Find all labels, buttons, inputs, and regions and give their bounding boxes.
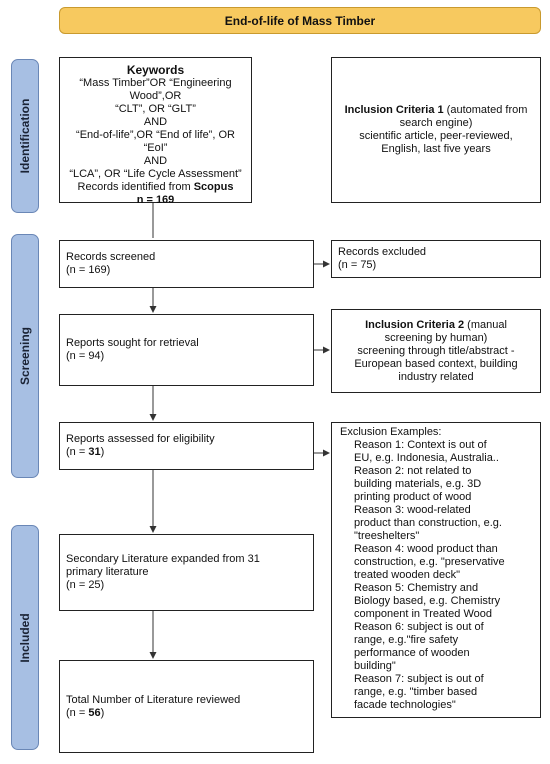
exclusion-line: component in Treated Wood [354, 608, 492, 620]
reports-retrieval-box: Reports sought for retrieval (n = 94) [59, 314, 314, 386]
keywords-box: Keywords “Mass Timber”OR “Engineering Wood”,OR “CLT”, OR “GLT” AND “End-of-life”,OR “End of life”, OR “EoI” AND “LCA”, OR “Life Cycle Assessment” Records identified from Scopus n = 169 [59, 57, 252, 203]
exclusion-line: construction, e.g. "preservative [354, 556, 505, 568]
phase-screening: Screening [11, 234, 39, 478]
exclusion-line: performance of wooden [354, 647, 470, 659]
exclusion-line: treated wooden deck" [354, 569, 461, 581]
exclusion-line: building" [354, 660, 396, 672]
total-literature-box: Total Number of Literature reviewed (n = 56) [59, 660, 314, 753]
records-screened-box: Records screened (n = 169) [59, 240, 314, 288]
exclusion-line: Reason 3: wood-related [354, 504, 471, 516]
inclusion-criteria-2-box: Inclusion Criteria 2 (manual screening by human) screening through title/abstract - European based context, building industry related [331, 309, 541, 393]
exclusion-line: "treeshelters" [354, 530, 420, 542]
exclusion-line: printing product of wood [354, 491, 472, 503]
inclusion-criteria-1-box: Inclusion Criteria 1 (automated from search engine) scientific article, peer-reviewed, English, last five years [331, 57, 541, 203]
exclusion-line: Reason 1: Context is out of [354, 439, 487, 451]
phase-included: Included [11, 525, 39, 750]
exclusion-line: EU, e.g. Indonesia, Australia.. [354, 452, 499, 464]
secondary-literature-box: Secondary Literature expanded from 31 primary literature (n = 25) [59, 534, 314, 611]
exclusion-examples-box: Exclusion Examples: Reason 1: Context is out of EU, e.g. Indonesia, Australia.. Reason 2: not related to building materials, e.g. 3D printing product of wood Reason 3: wood-related product than construction, e.g. "treeshelters" Reason 4: wood product than construction, e.g. "preservative treated wooden deck" Reason 5: Chemistry and Biology based, e.g. Chemistry component in Treated Wood Reason 6: subject is out of range, e.g."fire safety performance of wooden building" Reason 7: subject is out of range, e.g. "timber based facade technologies" [331, 422, 541, 718]
exclusion-line: Reason 5: Chemistry and [354, 582, 479, 594]
exclusion-line: Reason 7: subject is out of [354, 673, 484, 685]
exclusion-line: facade technologies" [354, 699, 456, 711]
exclusion-line: range, e.g."fire safety [354, 634, 459, 646]
exclusion-line: Biology based, e.g. Chemistry [354, 595, 501, 607]
exclusion-line: Reason 4: wood product than [354, 543, 498, 555]
exclusion-line: Reason 2: not related to [354, 465, 472, 477]
diagram-title: End-of-life of Mass Timber [59, 7, 541, 34]
phase-identification: Identification [11, 59, 39, 213]
exclusion-line: Reason 6: subject is out of [354, 621, 484, 633]
reports-eligibility-box: Reports assessed for eligibility (n = 31) [59, 422, 314, 470]
exclusion-line: product than construction, e.g. [354, 517, 502, 529]
exclusion-line: range, e.g. "timber based [354, 686, 478, 698]
exclusion-line: building materials, e.g. 3D [354, 478, 482, 490]
records-excluded-box: Records excluded (n = 75) [331, 240, 541, 278]
